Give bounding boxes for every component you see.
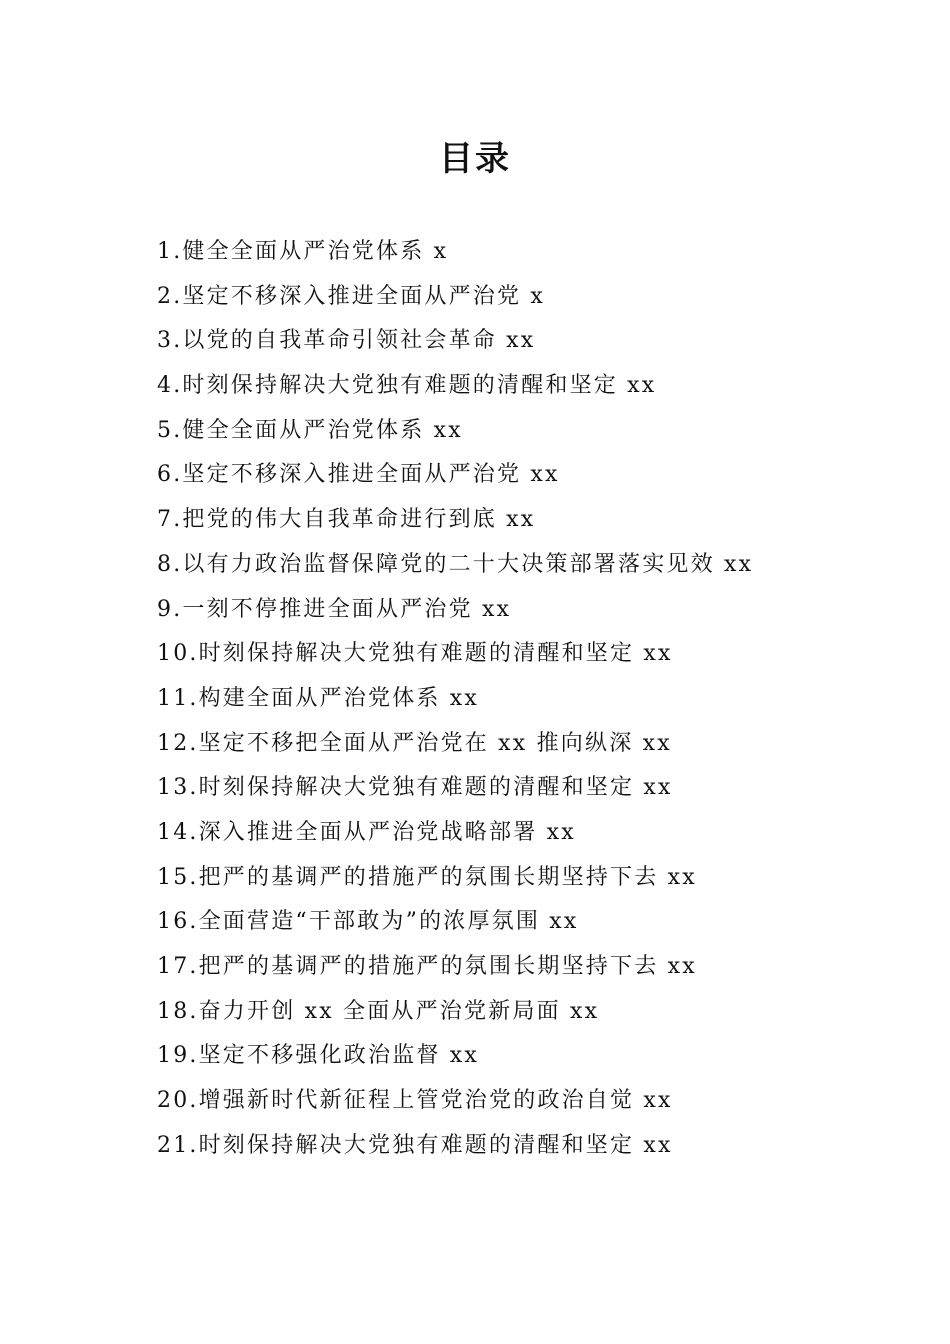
toc-item: 3.以党的自我革命引领社会革命 xx [157,328,536,354]
toc-item: 16.全面营造“干部敢为”的浓厚氛围 xx [157,909,579,935]
toc-item: 10.时刻保持解决大党独有难题的清醒和坚定 xx [157,641,673,667]
toc-item: 4.时刻保持解决大党独有难题的清醒和坚定 xx [157,373,657,399]
toc-item: 7.把党的伟大自我革命进行到底 xx [157,507,536,533]
toc-item: 17.把严的基调严的措施严的氛围长期坚持下去 xx [157,954,697,979]
toc-item: 18.奋力开创 xx 全面从严治党新局面 xx [157,998,600,1024]
toc-item: 14.深入推进全面从严治党战略部署 xx [157,819,576,845]
toc-item: 13.时刻保持解决大党独有难题的清醒和坚定 xx [157,775,673,801]
toc-item: 12.坚定不移把全面从严治党在 xx 推向纵深 xx [157,730,672,756]
toc-item: 5.健全全面从严治党体系 xx [157,417,463,443]
toc-item: 20.增强新时代新征程上管党治党的政治自觉 xx [157,1088,673,1114]
page-title: 目录 [439,139,511,179]
toc-item: 15.把严的基调严的措施严的氛围长期坚持下去 xx [157,864,697,890]
toc-item: 9.一刻不停推进全面从严治党 xx [157,596,512,622]
toc-item: 19.坚定不移强化政治监督 xx [157,1043,479,1069]
toc-item: 8.以有力政治监督保障党的二十大决策部署落实见效 xx [157,551,754,577]
table-of-contents [157,230,857,1168]
toc-item: 11.构建全面从严治党体系 xx [157,685,479,711]
toc-item: 21.时刻保持解决大党独有难题的清醒和坚定 xx [157,1132,673,1158]
toc-item: 6.坚定不移深入推进全面从严治党 xx [157,462,560,488]
toc-item: 1.健全全面从严治党体系 x [157,239,449,264]
toc-item: 2.坚定不移深入推进全面从严治党 x [157,283,545,309]
